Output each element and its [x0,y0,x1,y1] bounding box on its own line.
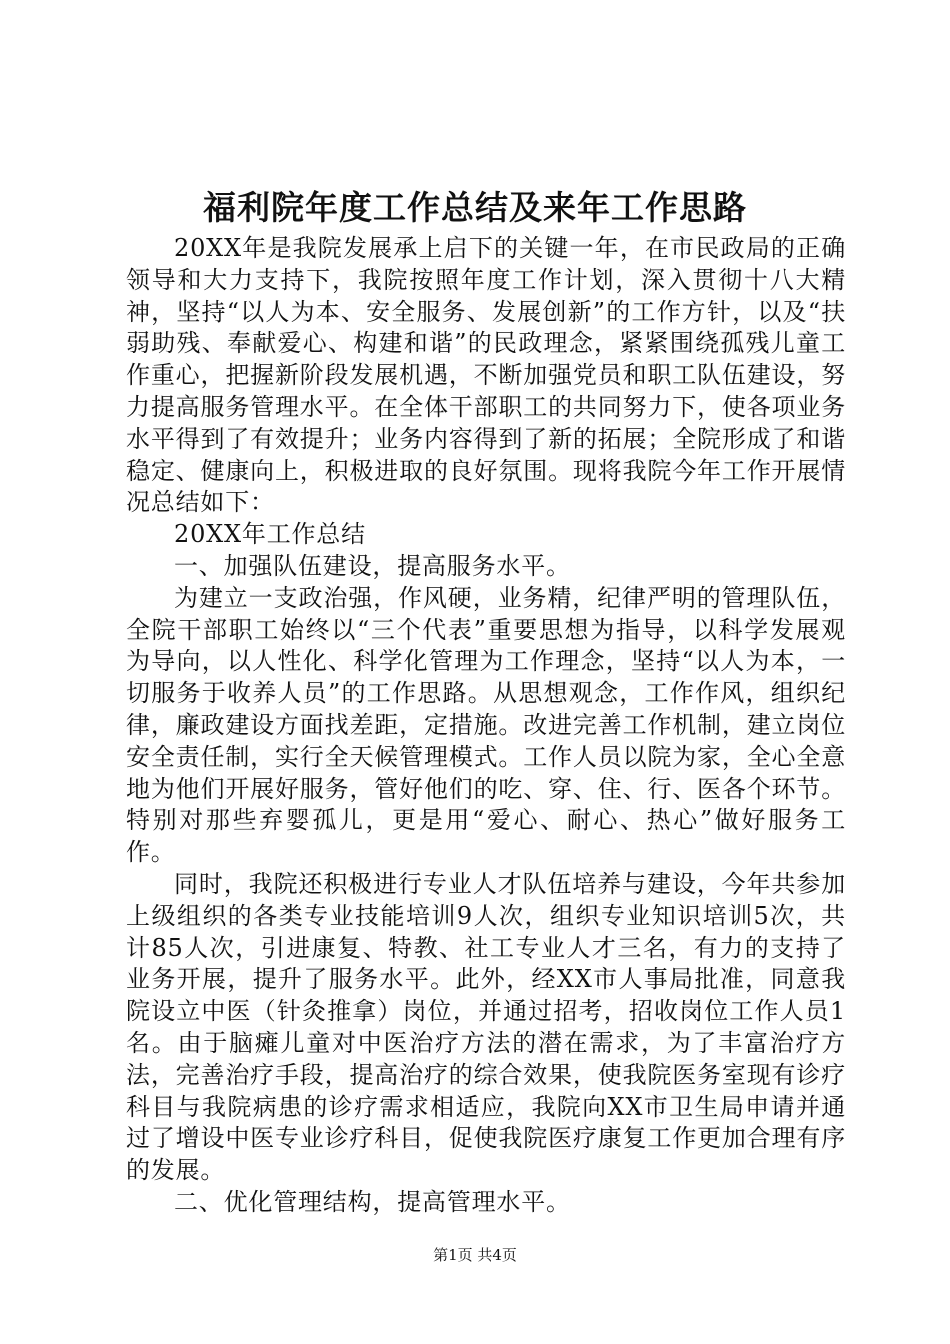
page-footer: 第1页 共4页 [433,1246,517,1264]
section-heading-summary: 20XX年工作总结 [174,520,366,549]
section-heading-1: 一、加强队伍建设，提高服务水平。 [174,551,571,580]
section-heading-2: 二、优化管理结构，提高管理水平。 [174,1187,571,1216]
document-title: 福利院年度工作总结及来年工作思路 [203,188,747,227]
document-body [126,233,846,1219]
body-paragraph: 同时，我院还积极进行专业人才队伍培养与建设，今年共参加上级组织的各类专业技能培训9人次，组织专业知识培训5次，共计85人次，引进康复、特教、社工专业人才三名，有力的支持了业务开展，提升了服务水平。此外，经XX市人事局批准，同意我院设立中医（针灸推拿）岗位，并通过招考，招收岗位工作人员1名。由于脑瘫儿童对中医治疗方法的潜在需求，为了丰富治疗方法，完善治疗手段，提高治疗的综合效果，使我院医务室现有诊疗科目与我院病患的诊疗需求相适应，我院向XX市卫生局申请并通过了增设中医专业诊疗科目，促使我院医疗康复工作更加合理有序的发展。 [126,869,846,1185]
intro-paragraph: 20XX年是我院发展承上启下的关键一年，在市民政局的正确领导和大力支持下，我院按照年度工作计划，深入贯彻十八大精神，坚持“以人为本、安全服务、发展创新”的工作方针，以及“扶弱助残、奉献爱心、构建和谐”的民政理念，紧紧围绕孤残儿童工作重心，把握新阶段发展机遇，不断加强党员和职工队伍建设，努力提高服务管理水平。在全体干部职工的共同努力下，使各项业务水平得到了有效提升；业务内容得到了新的拓展；全院形成了和谐稳定、健康向上，积极进取的良好氛围。现将我院今年工作开展情况总结如下： [126,234,846,517]
body-paragraph: 为建立一支政治强，作风硬，业务精，纪律严明的管理队伍，全院干部职工始终以“三个代表”重要思想为指导，以科学发展观为导向，以人性化、科学化管理为工作理念，坚持“以人为本，一切服务于收养人员”的工作思路。从思想观念，工作作风，组织纪律，廉政建设方面找差距，定措施。改进完善工作机制，建立岗位安全责任制，实行全天候管理模式。工作人员以院为家，全心全意地为他们开展好服务，管好他们的吃、穿、住、行、医各个环节。特别对那些弃婴孤儿，更是用“爱心、耐心、热心”做好服务工作。 [126,583,846,867]
